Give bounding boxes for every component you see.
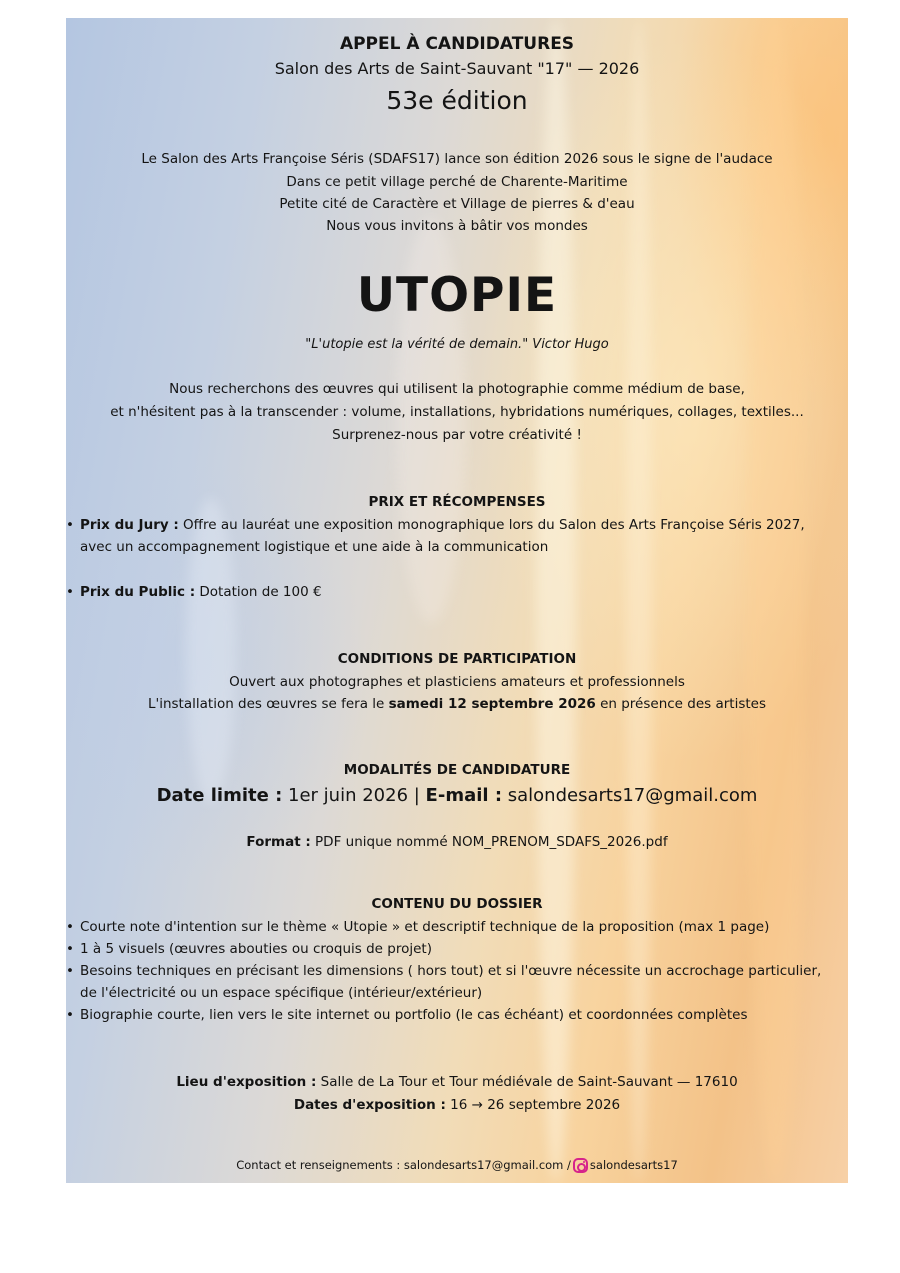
contact-line: [66, 1158, 848, 1173]
instagram-icon[interactable]: [573, 1158, 588, 1173]
list-item: • Courte note d'intention sur le thème « Utopie » et descriptif technique de la proposition (max 1 page): [66, 916, 848, 938]
dates-value: 16 → 26 septembre 2026: [445, 1097, 621, 1113]
email-label: E-mail :: [425, 785, 503, 806]
exhibition-place: [66, 1074, 848, 1090]
place-label: Lieu d'exposition :: [176, 1074, 317, 1090]
dossier-list: [66, 916, 848, 1026]
prizes-heading: PRIX ET RÉCOMPENSES: [368, 494, 546, 510]
format-line: [66, 834, 848, 850]
application-heading: MODALITÉS DE CANDIDATURE: [343, 762, 571, 778]
deadline-line: [66, 785, 848, 806]
conditions-line: Ouvert aux photographes et plasticiens amateurs et professionnels: [229, 674, 685, 690]
poster: [66, 18, 848, 1183]
conditions-heading: CONDITIONS DE PARTICIPATION: [337, 651, 577, 667]
intro-line: Petite cité de Caractère et Village de pierres & d'eau: [279, 196, 635, 212]
list-item: [66, 514, 848, 558]
exhibition-dates: [66, 1097, 848, 1113]
conditions-text: en présence des artistes: [595, 696, 767, 712]
dates-label: Dates d'exposition :: [293, 1097, 446, 1113]
conditions-line: [66, 696, 848, 712]
prizes-list: [66, 514, 848, 558]
intro-line: Nous vous invitons à bâtir vos mondes: [326, 218, 588, 234]
intro-line: Dans ce petit village perché de Charente-Maritime: [286, 174, 628, 190]
theme-quote: "L'utopie est la vérité de demain." Victor Hugo: [305, 337, 609, 352]
email-value: salondesarts17@gmail.com: [502, 785, 758, 806]
description-line: et n'hésitent pas à la transcender : volume, installations, hybridations numériques, collages, textiles...: [110, 404, 804, 420]
deadline-label: Date limite :: [156, 785, 283, 806]
place-value: Salle de La Tour et Tour médiévale de Saint-Sauvant — 17610: [316, 1074, 738, 1090]
list-item: • Besoins techniques en précisant les dimensions ( hors tout) et si l'œuvre nécessite un accrochage particulier, de l'électricité ou un espace spécifique (intérieur/extérieur): [66, 960, 848, 1004]
description-line: Surprenez-nous par votre créativité !: [332, 427, 582, 443]
list-item: • 1 à 5 visuels (œuvres abouties ou croquis de projet): [66, 938, 848, 960]
description-line: Nous recherchons des œuvres qui utilisent la photographie comme médium de base,: [169, 381, 745, 397]
prize-text: Offre au lauréat une exposition monographique lors du Salon des Arts Françoise Séris 2027, avec un accompagnement logistique et une aide à la communication: [80, 517, 805, 555]
installation-date: samedi 12 septembre 2026: [388, 696, 596, 712]
deadline-value: 1er juin 2026 |: [282, 785, 426, 806]
dossier-heading: CONTENU DU DOSSIER: [371, 896, 543, 912]
conditions-text: L'installation des œuvres se fera le: [147, 696, 389, 712]
list-item: • Biographie courte, lien vers le site internet ou portfolio (le cas échéant) et coordonnées complètes: [66, 1004, 848, 1026]
prize-label: Prix du Public :: [80, 584, 196, 600]
instagram-handle[interactable]: salondesarts17: [589, 1158, 678, 1172]
intro-line: Le Salon des Arts Françoise Séris (SDAFS17) lance son édition 2026 sous le signe de l'audace: [141, 151, 773, 167]
edition: 53e édition: [386, 86, 528, 115]
subtitle: Salon des Arts de Saint-Sauvant "17" — 2026: [274, 59, 640, 78]
list-item: [66, 581, 848, 603]
prizes-list: [66, 581, 848, 603]
format-label: Format :: [246, 834, 311, 850]
prize-text: Dotation de 100 €: [195, 584, 322, 600]
theme-title: UTOPIE: [356, 268, 558, 323]
contact-text: Contact et renseignements : salondesarts17@gmail.com /: [236, 1158, 571, 1172]
page-title: APPEL À CANDIDATURES: [339, 34, 575, 54]
prize-label: Prix du Jury :: [80, 517, 179, 533]
format-value: PDF unique nommé NOM_PRENOM_SDAFS_2026.pdf: [310, 834, 668, 850]
